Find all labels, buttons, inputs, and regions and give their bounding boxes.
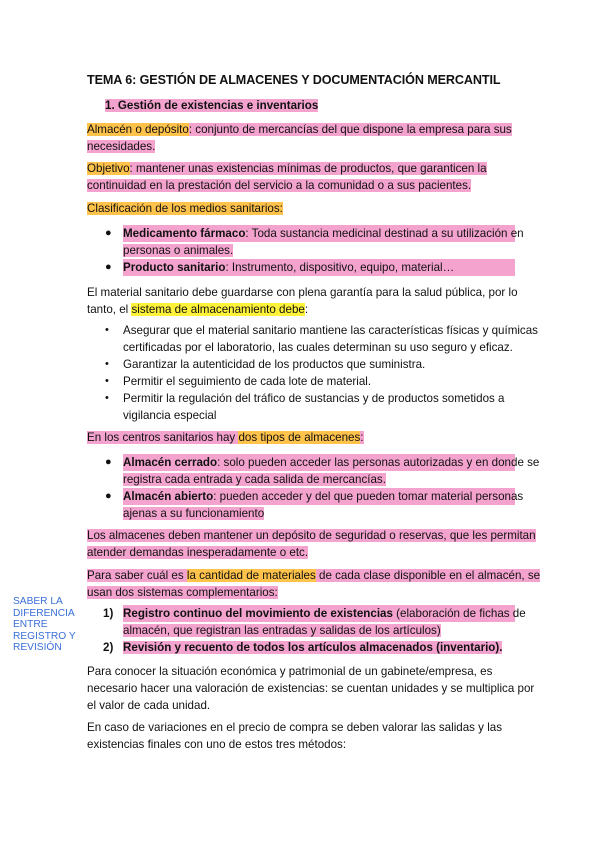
side-note-line: REVISIÓN xyxy=(13,642,62,653)
bullet-icon: • xyxy=(105,358,109,370)
saber-b: de cada clase disponible en el almacén, se xyxy=(315,569,541,582)
almacen-type-line1: : solo pueden acceder las personas autorizadas y en donde se xyxy=(217,456,540,469)
material-line2a: tanto, el xyxy=(87,303,132,316)
list-item xyxy=(123,225,524,259)
almacen-line2: necesidades. xyxy=(87,140,156,153)
clasificacion-heading xyxy=(87,200,515,217)
list-item xyxy=(123,390,515,424)
material-line2b: : xyxy=(304,303,309,316)
side-note-line: REGISTRO Y xyxy=(13,630,76,642)
saber-paragraph xyxy=(87,567,541,601)
medio-line1: : Toda sustancia medicinal destinad a su utilización en xyxy=(245,227,524,240)
side-note xyxy=(13,596,76,654)
page-title: TEMA 6: GESTIÓN DE ALMACENES Y DOCUMENTACIÓN MERCANTIL xyxy=(87,73,501,87)
bullet-icon: • xyxy=(105,324,109,336)
item-line1: Permitir el seguimiento de cada lote de material. xyxy=(123,375,372,388)
objetivo-line2: continuidad en la prestación del servicio a la comunidad o a sus pacientes. xyxy=(87,179,472,192)
list-item xyxy=(123,488,524,522)
saber-highlight: la cantidad de materiales xyxy=(186,569,316,582)
saber-line2: usan dos sistemas complementarios: xyxy=(87,586,278,599)
bullet-icon: ● xyxy=(105,490,112,502)
bullet-icon: ● xyxy=(105,456,112,468)
objetivo-line1: : mantener unas existencias mínimas de productos, que garanticen la xyxy=(129,162,487,175)
seguridad-line1: Los almacenes deben mantener un depósito de seguridad o reservas, que les permitan xyxy=(87,529,536,542)
almacen-type-term: Almacén cerrado xyxy=(123,456,218,469)
almacen-line1: : conjunto de mercancías del que dispone la empresa para sus xyxy=(188,123,512,136)
valoracion-line3: el valor de cada unidad. xyxy=(87,699,211,712)
objetivo-term: Objetivo xyxy=(87,162,130,175)
list-number: 1) xyxy=(103,607,114,620)
material-highlight: sistema de almacenamiento debe xyxy=(131,303,305,316)
side-note-line: SABER LA xyxy=(13,596,63,607)
valoracion-line2: necesario hacer una valoración de existencias: se cuentan unidades y se multiplica por xyxy=(87,682,535,695)
sistema-line2: almacén, que registran las entradas y salidas de los artículos) xyxy=(123,624,441,637)
saber-a: Para saber cuál es xyxy=(87,569,187,582)
list-item xyxy=(123,639,515,656)
sistema-term: Revisión y recuento de todos los artículos almacenados (inventario). xyxy=(123,641,503,654)
item-line1: Permitir la regulación del tráfico de sustancias y de productos sometidos a xyxy=(123,392,505,405)
variaciones-paragraph xyxy=(87,719,515,753)
almacen-type-line2: ajenas a su funcionamiento xyxy=(123,507,265,520)
valoracion-paragraph xyxy=(87,663,535,714)
bullet-icon: ● xyxy=(105,227,112,239)
side-note-line: DIFERENCIA xyxy=(13,607,75,619)
seguridad-line2: atender demandas inesperadamente o etc. xyxy=(87,546,309,559)
objetivo-definition xyxy=(87,160,515,194)
almacen-type-line1: : pueden acceder y del que pueden tomar material personas xyxy=(213,490,524,503)
bullet-icon: ● xyxy=(105,261,112,273)
list-number: 2) xyxy=(103,641,114,654)
sistema-line1: (elaboración de fichas de xyxy=(392,607,526,620)
tipos-b: : xyxy=(360,431,364,444)
medio-term: Producto sanitario xyxy=(123,261,226,274)
item-line1: Garantizar la autenticidad de los productos que suministra. xyxy=(123,358,426,371)
variaciones-line2: existencias finales con uno de estos tres métodos: xyxy=(87,738,347,751)
tipos-highlight: dos tipos de almacenes xyxy=(238,431,361,444)
list-item xyxy=(123,259,515,276)
list-item xyxy=(123,605,526,639)
list-item xyxy=(123,322,538,356)
section-heading-text: 1. Gestión de existencias e inventarios xyxy=(105,99,319,112)
tipos-paragraph xyxy=(87,429,515,446)
bullet-icon: • xyxy=(105,375,109,387)
bullet-icon: • xyxy=(105,392,109,404)
item-line2: certificadas por el laboratorio, las cuales determinan su uso seguro y eficaz. xyxy=(123,341,513,354)
item-line1: Asegurar que el material sanitario mantiene las características físicas y químicas xyxy=(123,324,538,337)
list-item xyxy=(123,373,515,390)
side-note-line: ENTRE xyxy=(13,619,48,630)
medio-line1: : Instrumento, dispositivo, equipo, material… xyxy=(225,261,455,274)
item-line2: vigilancia especial xyxy=(123,409,217,422)
variaciones-line1: En caso de variaciones en el precio de compra se deben valorar las salidas y las xyxy=(87,721,503,734)
list-item xyxy=(123,356,515,373)
sistema-term: Registro continuo del movimiento de existencias xyxy=(123,607,393,620)
valoracion-line1: Para conocer la situación económica y patrimonial de un gabinete/empresa, es xyxy=(87,665,493,678)
almacen-type-term: Almacén abierto xyxy=(123,490,214,503)
material-line1: El material sanitario debe guardarse con plena garantía para la salud pública, por lo xyxy=(87,286,518,299)
almacen-type-line2: registra cada entrada y cada salida de mercancías. xyxy=(123,473,386,486)
material-paragraph xyxy=(87,284,518,318)
section-heading xyxy=(105,99,318,112)
medio-term: Medicamento fármaco xyxy=(123,227,246,240)
list-item xyxy=(123,454,540,488)
clasificacion-text: Clasificación de los medios sanitarios: xyxy=(87,202,283,215)
almacen-term: Almacén o depósito xyxy=(87,123,189,136)
tipos-a: En los centros sanitarios hay xyxy=(87,431,239,444)
seguridad-paragraph xyxy=(87,527,536,561)
almacen-definition xyxy=(87,121,515,155)
medio-line2: personas o animales. xyxy=(123,244,234,257)
